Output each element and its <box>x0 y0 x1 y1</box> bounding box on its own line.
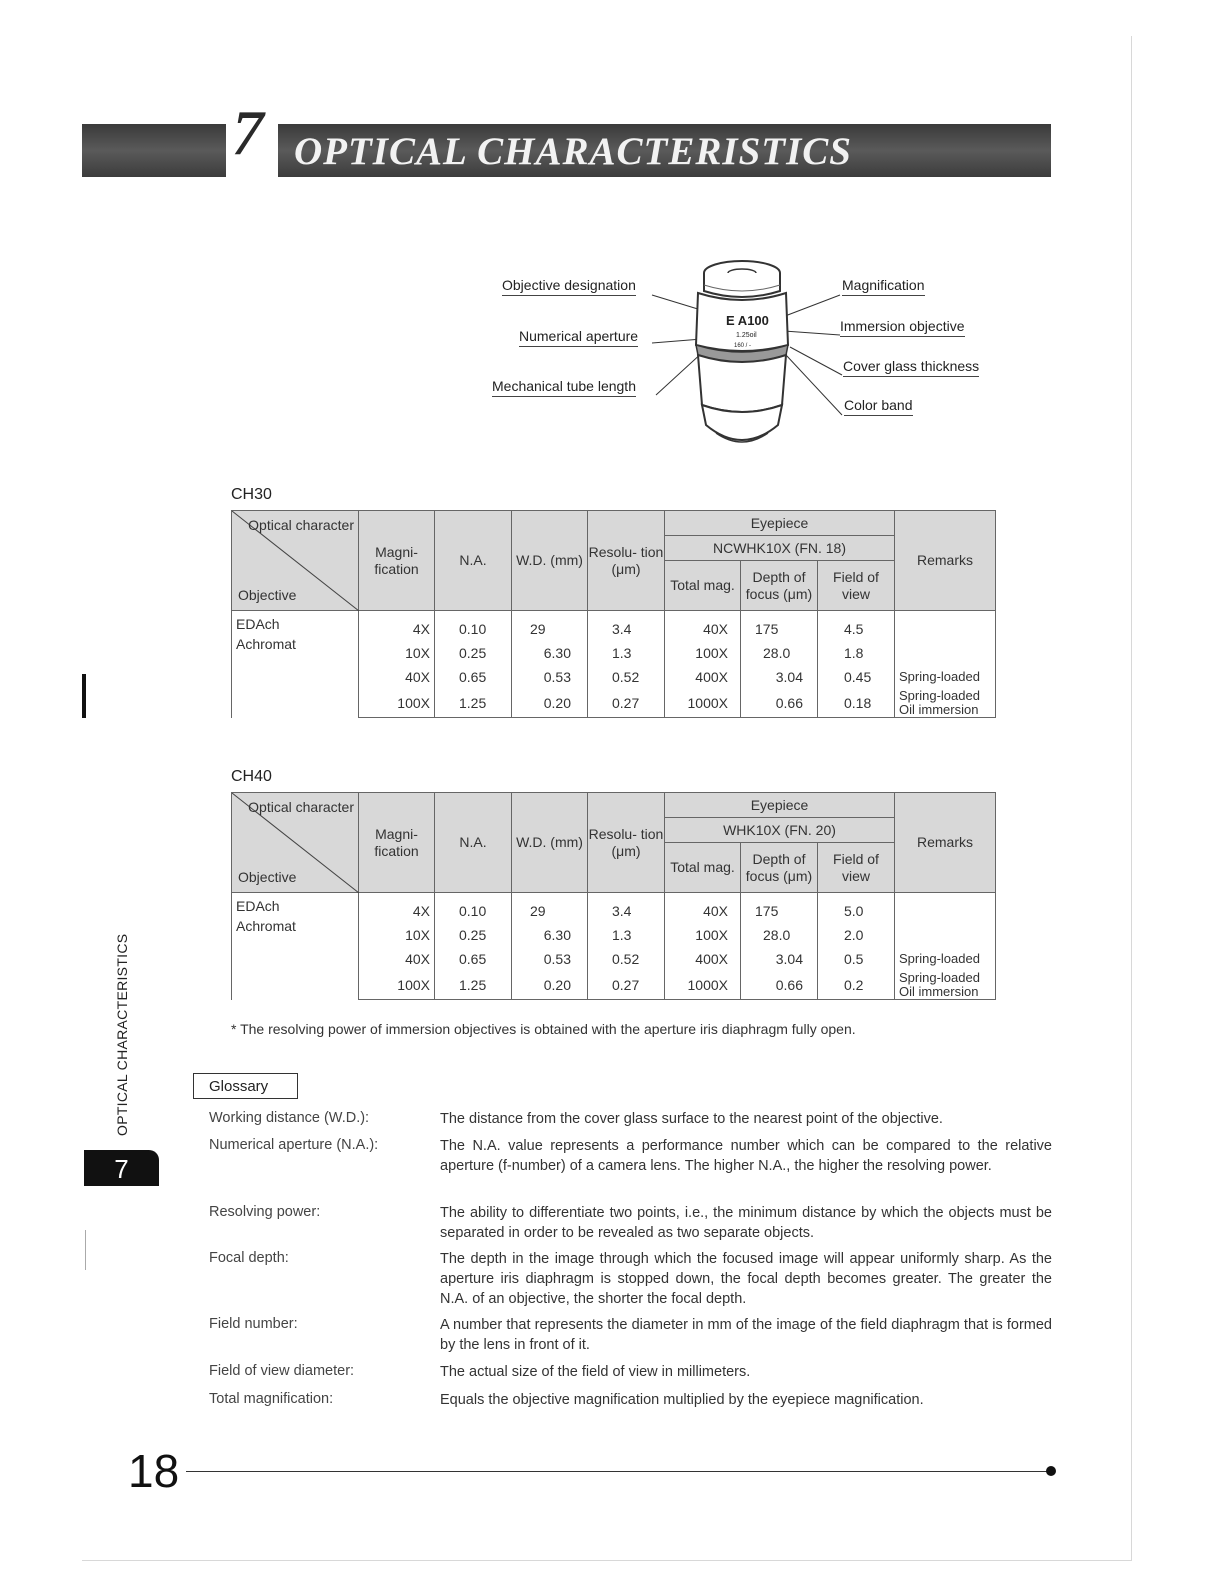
label-mechanical-tube-length: Mechanical tube length <box>492 378 636 397</box>
objective-cell <box>232 893 359 1000</box>
cell-total-mag: 400X <box>665 665 741 689</box>
cell-field-of-view: 1.8 <box>818 641 895 665</box>
label-magnification: Magnification <box>842 277 925 296</box>
cell-remarks <box>895 893 996 924</box>
cell-na: 1.25 <box>435 689 512 718</box>
glossary-definition: The depth in the image through which the focused image will appear uniformly sharp. As the aperture iris diaphragm is stopped down, the focal depth becomes greater. The greater the N.A. of an objective, the shorter the focal depth. <box>440 1251 1052 1307</box>
header-diagonal-cell <box>232 511 359 611</box>
objective-cell <box>232 611 359 718</box>
page-number: 18 <box>128 1445 180 1497</box>
header-diagonal-cell <box>232 793 359 893</box>
cell-field-of-view: 0.18 <box>818 689 895 718</box>
margin-mark <box>85 1230 86 1270</box>
footnote: * The resolving power of immersion objectives is obtained with the aperture iris diaphragm fully open. <box>231 1021 856 1037</box>
margin-mark <box>82 674 86 718</box>
cell-magnification: 40X <box>359 665 435 689</box>
side-section-label: OPTICAL CHARACTERISTICS <box>114 933 130 1136</box>
cell-magnification: 100X <box>359 689 435 718</box>
cell-wd: 29 <box>512 893 588 924</box>
header-optical-character: Optical character <box>248 799 354 815</box>
remark-line: Spring-loaded <box>899 688 980 703</box>
cell-field-of-view: 2.0 <box>818 923 895 947</box>
chapter-number: 7 <box>232 100 263 168</box>
cell-na: 0.65 <box>435 947 512 971</box>
cell-resolution: 0.52 <box>588 947 665 971</box>
header-na: N.A. <box>435 511 512 611</box>
remark-line: Spring-loaded <box>899 970 980 985</box>
remark-line: Spring-loaded <box>899 669 980 684</box>
cell-resolution: 1.3 <box>588 641 665 665</box>
cell-field-of-view: 0.45 <box>818 665 895 689</box>
glossary-definition: Equals the objective magnification multiplied by the eyepiece magnification. <box>440 1392 924 1408</box>
header-total-mag: Total mag. <box>665 843 741 893</box>
glossary-definition: The actual size of the field of view in millimeters. <box>440 1364 751 1380</box>
objective-type: Achromat <box>236 636 296 652</box>
objective-diagram <box>480 255 1020 465</box>
cell-na: 1.25 <box>435 971 512 1000</box>
cell-resolution: 0.27 <box>588 689 665 718</box>
cell-total-mag: 1000X <box>665 689 741 718</box>
cell-na: 0.25 <box>435 641 512 665</box>
cell-depth-of-focus: 3.04 <box>741 665 818 689</box>
optics-table-ch40 <box>231 792 996 1000</box>
header-field-of-view: Field of view <box>818 843 895 893</box>
label-numerical-aperture: Numerical aperture <box>519 328 638 347</box>
label-objective-designation: Objective designation <box>502 277 636 296</box>
header-eyepiece: Eyepiece <box>665 511 895 536</box>
cell-total-mag: 400X <box>665 947 741 971</box>
glossary-term: Total magnification: <box>209 1391 334 1407</box>
cell-wd: 0.53 <box>512 665 588 689</box>
cell-magnification: 10X <box>359 641 435 665</box>
cell-depth-of-focus: 28.0 <box>741 641 818 665</box>
objective-name: EDAch <box>236 898 280 914</box>
header-eyepiece-model: NCWHK10X (FN. 18) <box>665 536 895 561</box>
header-resolution: Resolu- tion (μm) <box>588 793 665 893</box>
cell-na: 0.65 <box>435 665 512 689</box>
cell-magnification: 4X <box>359 893 435 924</box>
cell-na: 0.10 <box>435 893 512 924</box>
remark-line: Oil immersion <box>899 702 979 717</box>
page-edge <box>1131 36 1132 1561</box>
header-resolution: Resolu- tion (μm) <box>588 511 665 611</box>
header-wd: W.D. (mm) <box>512 511 588 611</box>
glossary-term: Field of view diameter: <box>209 1363 355 1379</box>
cell-total-mag: 1000X <box>665 971 741 1000</box>
page-title: OPTICAL CHARACTERISTICS <box>294 130 852 173</box>
cell-field-of-view: 0.2 <box>818 971 895 1000</box>
footer-dot <box>1046 1466 1056 1476</box>
header-objective: Objective <box>238 587 297 603</box>
cell-total-mag: 40X <box>665 893 741 924</box>
objective-type: Achromat <box>236 918 296 934</box>
glossary-term: Resolving power: <box>209 1204 321 1220</box>
cell-total-mag: 100X <box>665 641 741 665</box>
header-depth-of-focus: Depth of focus (μm) <box>741 843 818 893</box>
cell-remarks <box>895 947 996 971</box>
cell-wd: 0.20 <box>512 689 588 718</box>
cell-wd: 6.30 <box>512 923 588 947</box>
glossary-heading: Glossary <box>193 1073 298 1099</box>
glossary-term: Working distance (W.D.): <box>209 1110 370 1126</box>
objective-name: EDAch <box>236 616 280 632</box>
cell-remarks <box>895 611 996 642</box>
label-immersion-objective: Immersion objective <box>840 318 965 337</box>
cell-wd: 0.53 <box>512 947 588 971</box>
remark-line: Oil immersion <box>899 984 979 999</box>
header-wd: W.D. (mm) <box>512 793 588 893</box>
footer-rule <box>186 1471 1052 1472</box>
engraving-tube: 160 / - <box>734 343 752 349</box>
header-total-mag: Total mag. <box>665 561 741 611</box>
header-field-of-view: Field of view <box>818 561 895 611</box>
label-cover-glass-thickness: Cover glass thickness <box>843 358 979 377</box>
cell-remarks <box>895 923 996 947</box>
cell-magnification: 100X <box>359 971 435 1000</box>
cell-na: 0.25 <box>435 923 512 947</box>
header-eyepiece: Eyepiece <box>665 793 895 818</box>
cell-field-of-view: 4.5 <box>818 611 895 642</box>
cell-field-of-view: 0.5 <box>818 947 895 971</box>
header-remarks: Remarks <box>895 793 996 893</box>
side-chapter-tab: 7 <box>84 1150 159 1186</box>
table-row <box>232 611 996 642</box>
header-remarks: Remarks <box>895 511 996 611</box>
cell-magnification: 40X <box>359 947 435 971</box>
cell-remarks <box>895 971 996 1000</box>
glossary-term: Focal depth: <box>209 1250 289 1266</box>
header-optical-character: Optical character <box>248 517 354 533</box>
header-magnification: Magni- fication <box>359 511 435 611</box>
cell-na: 0.10 <box>435 611 512 642</box>
header-na: N.A. <box>435 793 512 893</box>
page-edge <box>82 1560 1132 1561</box>
cell-depth-of-focus: 28.0 <box>741 923 818 947</box>
cell-wd: 6.30 <box>512 641 588 665</box>
glossary-definition: The N.A. value represents a performance number which can be compared to the relative aperture (f-number) of a camera lens. The higher N.A., the higher the resolving power. <box>440 1138 1052 1174</box>
header-objective: Objective <box>238 869 297 885</box>
table-title-ch40: CH40 <box>231 768 272 785</box>
cell-field-of-view: 5.0 <box>818 893 895 924</box>
glossary-term: Numerical aperture (N.A.): <box>209 1137 379 1153</box>
optics-table-ch30 <box>231 510 996 718</box>
header-depth-of-focus: Depth of focus (μm) <box>741 561 818 611</box>
cell-resolution: 1.3 <box>588 923 665 947</box>
cell-remarks <box>895 641 996 665</box>
cell-wd: 0.20 <box>512 971 588 1000</box>
cell-depth-of-focus: 0.66 <box>741 689 818 718</box>
cell-resolution: 0.27 <box>588 971 665 1000</box>
glossary-definition: The ability to differentiate two points, i.e., the minimum distance by which the objects must be separated in order to be revealed as two separate objects. <box>440 1205 1052 1241</box>
glossary-definition: The distance from the cover glass surface to the nearest point of the objective. <box>440 1111 943 1127</box>
cell-remarks <box>895 665 996 689</box>
cell-wd: 29 <box>512 611 588 642</box>
cell-resolution: 0.52 <box>588 665 665 689</box>
cell-depth-of-focus: 175 <box>741 893 818 924</box>
cell-depth-of-focus: 175 <box>741 611 818 642</box>
cell-resolution: 3.4 <box>588 611 665 642</box>
cell-resolution: 3.4 <box>588 893 665 924</box>
glossary-term: Field number: <box>209 1316 298 1332</box>
label-color-band: Color band <box>844 397 913 416</box>
cell-total-mag: 100X <box>665 923 741 947</box>
engraving-na: 1.25oil <box>736 332 757 339</box>
table-row <box>232 893 996 924</box>
engraving-main: E A100 <box>726 313 769 328</box>
remark-line: Spring-loaded <box>899 951 980 966</box>
glossary-definition: A number that represents the diameter in mm of the image of the field diaphragm that is formed by the lens in front of it. <box>440 1317 1052 1353</box>
cell-depth-of-focus: 0.66 <box>741 971 818 1000</box>
cell-remarks <box>895 689 996 718</box>
header-magnification: Magni- fication <box>359 793 435 893</box>
cell-magnification: 4X <box>359 611 435 642</box>
cell-total-mag: 40X <box>665 611 741 642</box>
cell-magnification: 10X <box>359 923 435 947</box>
header-eyepiece-model: WHK10X (FN. 20) <box>665 818 895 843</box>
table-title-ch30: CH30 <box>231 486 272 503</box>
cell-depth-of-focus: 3.04 <box>741 947 818 971</box>
